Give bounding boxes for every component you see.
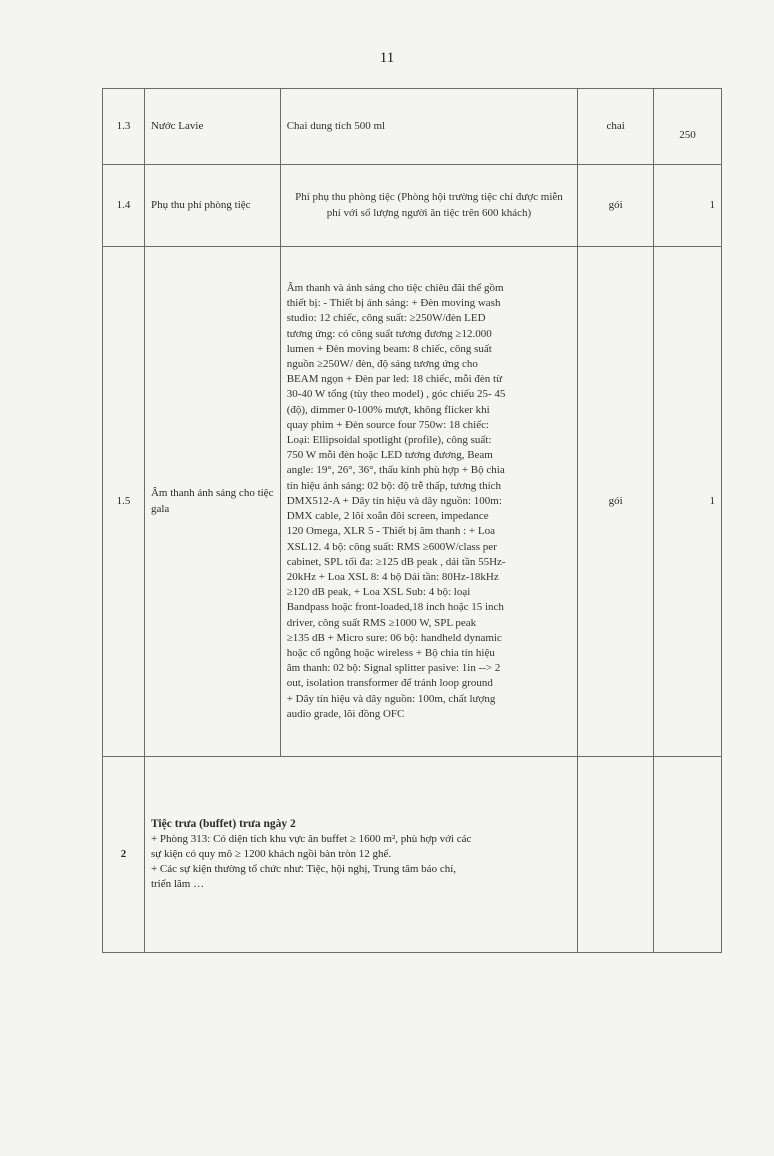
row-stt: 1.4 bbox=[103, 165, 145, 247]
table-row bbox=[103, 89, 722, 165]
row-unit: chai bbox=[578, 89, 654, 165]
row-desc: Âm thanh và ánh sáng cho tiệc chiêu đãi thể gồm thiết bị: - Thiết bị ánh sáng: + Đèn moving wash studio: 12 chiếc, công suất: ≥250W/đèn LED tương ứng: có công suất tương đương ≥12.000 lumen + Đèn moving beam: 8 chiếc, công suất nguồn ≥250W/ đèn, độ sáng tương ứng cho BEAM ngọn + Đèn par led: 18 chiếc, mỗi đèn từ 30-40 W tổng (tùy theo model) , góc chiếu 25- 45 (độ), dimmer 0-100% mượt, không flicker khi quay phim + Đèn source four 750w: 18 chiếc: Loại: Ellipsoidal spotlight (profile), công suất: 750 W mỗi đèn hoặc LED tương đương, Beam angle: 19°, 26°, 36°, thấu kính phù hợp + Bộ chia tín hiệu ánh sáng: 02 bộ: độ trễ thấp, tương thích DMX512-A + Dây tín hiệu và dây nguồn: 100m: DMX cable, 2 lõi xoắn đôi screen, impedance 120 Omega, XLR 5 - Thiết bị âm thanh : + Loa XSL12. 4 bộ: công suất: RMS ≥600W/class per cabinet, SPL tối đa: ≥125 dB peak , dải tần 55Hz- 20kHz + Loa XSL 8: 4 bộ Dải tần: 80Hz-18kHz ≥120 dB peak, + Loa XSL Sub: 4 bộ: loại Bandpass hoặc front-loaded,18 inch hoặc 15 inch driver, công suất RMS ≥1000 W, SPL peak ≥135 dB + Micro sure: 06 bộ: handheld dynamic hoặc cổ ngỗng hoặc wireless + Bộ chia tín hiệu âm thanh: 02 bộ: Signal splitter pasive: 1in --> 2 out, isolation transformer để tránh loop ground + Dây tín hiệu và dây nguồn: 100m, chất lượng audio grade, lõi đồng OFC bbox=[280, 247, 577, 757]
row-name: Âm thanh ánh sáng cho tiệc gala bbox=[144, 247, 280, 757]
row-stt: 1.3 bbox=[103, 89, 145, 165]
row-unit: gói bbox=[578, 247, 654, 757]
row-qty: 1 bbox=[654, 165, 722, 247]
section-content bbox=[144, 757, 577, 953]
items-table bbox=[102, 88, 722, 953]
section-unit bbox=[578, 757, 654, 953]
section-description: + Phòng 313: Có diện tích khu vực ăn buffet ≥ 1600 m², phù hợp với các sự kiện có quy mô ≥ 1200 khách ngồi bàn tròn 12 ghế. + Các sự kiện thường tổ chức như: Tiệc, hội nghị, Trung tâm báo chí, triển lãm … bbox=[150, 833, 472, 891]
row-desc: Chai dung tích 500 ml bbox=[280, 89, 577, 165]
row-desc: Phí phụ thu phòng tiệc (Phòng hội trường tiệc chỉ được miễn phí với số lượng người ăn tiệc trên 600 khách) bbox=[280, 165, 577, 247]
row-stt: 1.5 bbox=[103, 247, 145, 757]
row-qty: 250 bbox=[654, 89, 722, 165]
section-stt: 2 bbox=[103, 757, 145, 953]
section-qty bbox=[654, 757, 722, 953]
section-title: Tiệc trưa (buffet) trưa ngày 2 bbox=[150, 817, 296, 830]
table-row bbox=[103, 247, 722, 757]
table-row-section bbox=[103, 757, 722, 953]
table-row bbox=[103, 165, 722, 247]
row-name: Phụ thu phí phòng tiệc bbox=[144, 165, 280, 247]
row-unit: gói bbox=[578, 165, 654, 247]
page-number: 11 bbox=[379, 50, 395, 66]
row-qty: 1 bbox=[654, 247, 722, 757]
row-name: Nước Lavie bbox=[144, 89, 280, 165]
